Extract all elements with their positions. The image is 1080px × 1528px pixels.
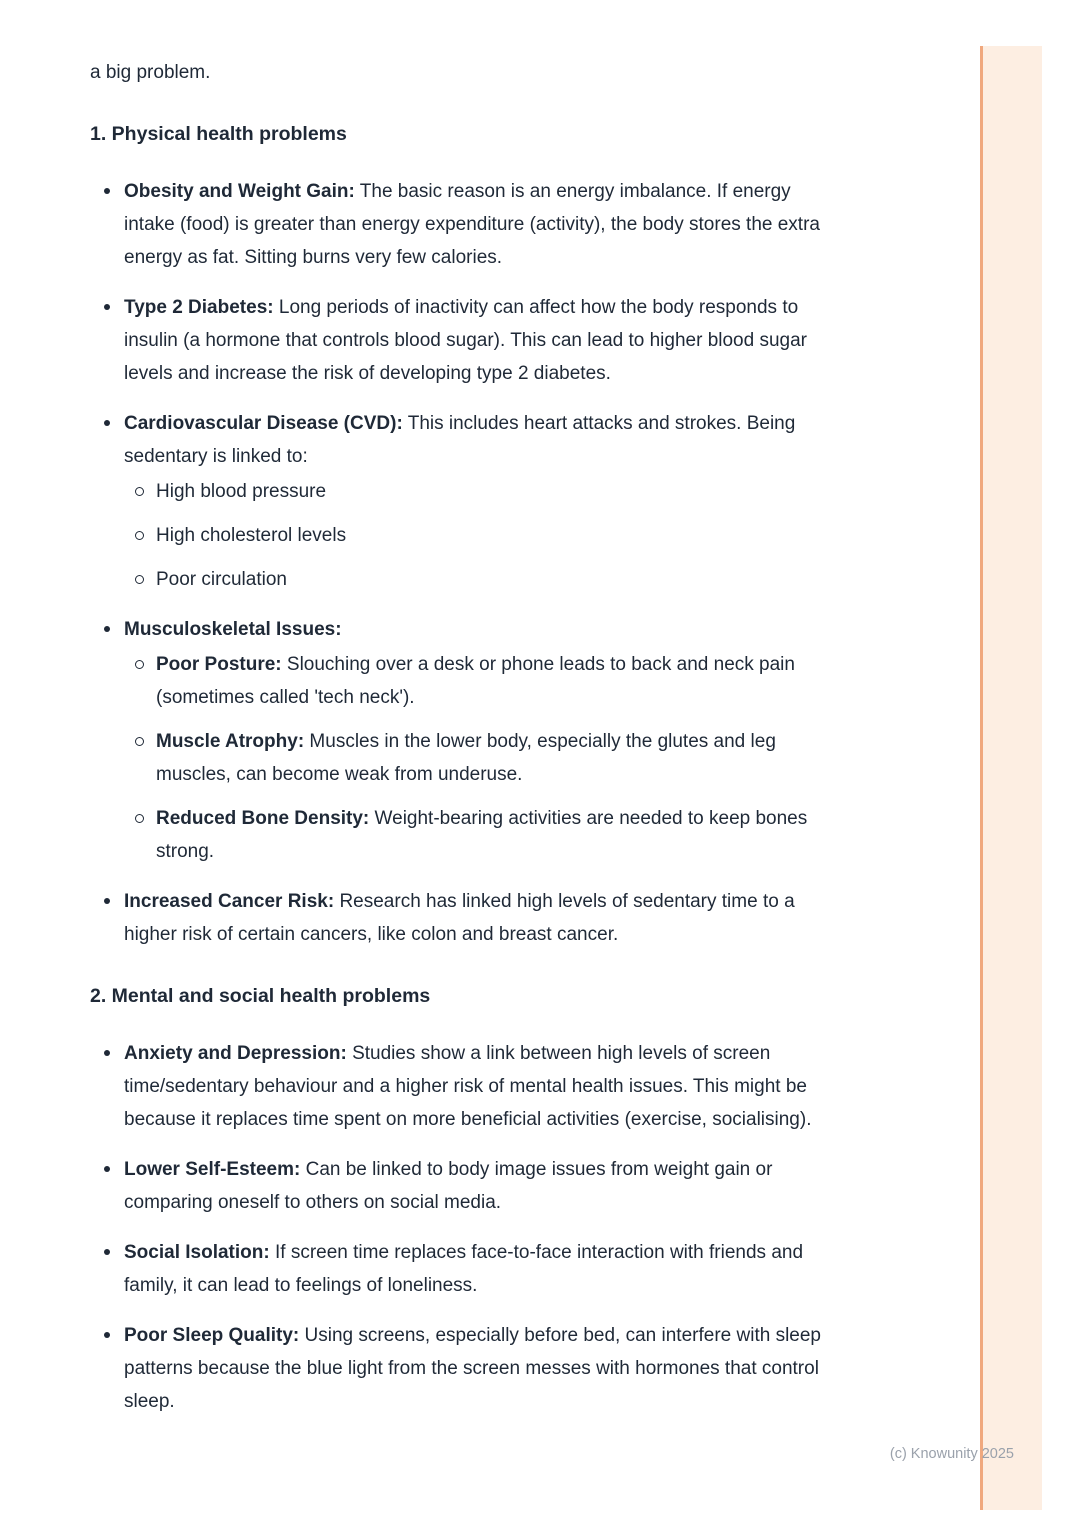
item-text: Using screens, especially before bed, can interfere with sleep patterns because the blue light from the screen messes with hormones that control sleep. [124, 1325, 821, 1412]
sub-item [124, 475, 826, 508]
item-label: Poor Sleep Quality: [124, 1325, 300, 1346]
sub-item-bone-density [124, 802, 826, 868]
list-item-obesity [90, 175, 826, 274]
copyright-note: (c) Knowunity 2025 [889, 1446, 1014, 1462]
item-text: Can be linked to body image issues from weight gain or comparing oneself to others on social media. [124, 1159, 773, 1213]
item-label: Type 2 Diabetes: [124, 297, 274, 318]
sub-item-label: Poor Posture: [156, 654, 282, 675]
sub-item-label: Reduced Bone Density: [156, 808, 370, 829]
document-content [90, 56, 826, 1435]
list-item-cvd [90, 407, 826, 596]
section-1-heading: 1. Physical health problems [90, 123, 347, 145]
cvd-sublist [124, 475, 826, 596]
item-label: Obesity and Weight Gain: [124, 181, 355, 202]
item-label: Anxiety and Depression: [124, 1043, 347, 1064]
sub-item [124, 519, 826, 552]
sub-item-text: Muscles in the lower body, especially the glutes and leg muscles, can become weak from underuse. [156, 731, 776, 785]
item-label: Social Isolation: [124, 1242, 270, 1263]
sub-item-text: High cholesterol levels [156, 525, 347, 546]
sub-item [124, 563, 826, 596]
list-item-anxiety-depression [90, 1037, 826, 1136]
item-text: If screen time replaces face-to-face interaction with friends and family, it can lead to feelings of loneliness. [124, 1242, 804, 1296]
list-item-social-isolation [90, 1236, 826, 1302]
sub-item-text: High blood pressure [156, 481, 327, 502]
sub-item-label: Muscle Atrophy: [156, 731, 305, 752]
item-text: Research has linked high levels of sedentary time to a higher risk of certain cancers, like colon and breast cancer. [124, 891, 795, 945]
list-item-diabetes [90, 291, 826, 390]
list-item-cancer-risk [90, 885, 826, 951]
list-item-musculoskeletal [90, 613, 826, 868]
sub-item-atrophy [124, 725, 826, 791]
sub-item-posture [124, 648, 826, 714]
item-text: This includes heart attacks and strokes. Being sedentary is linked to: [124, 413, 796, 467]
item-text: Studies show a link between high levels of screen time/sedentary behaviour and a higher risk of mental health issues. This might be because it replaces time spent on more beneficial activities (exercise, socialising). [124, 1043, 812, 1130]
page-edge-stripe [980, 46, 1042, 1510]
list-item-self-esteem [90, 1153, 826, 1219]
sub-item-text: Weight-bearing activities are needed to keep bones strong. [156, 808, 808, 862]
item-label: Cardiovascular Disease (CVD): [124, 413, 403, 434]
intro-text: a big problem. [90, 62, 211, 83]
section-1-list [90, 175, 826, 951]
item-label: Lower Self-Esteem: [124, 1159, 301, 1180]
item-label: Musculoskeletal Issues: [124, 619, 342, 640]
item-text: Long periods of inactivity can affect how the body responds to insulin (a hormone that controls blood sugar). This can lead to higher blood sugar levels and increase the risk of developing type 2 diabetes. [124, 297, 807, 384]
section-2-list [90, 1037, 826, 1418]
section-2-heading: 2. Mental and social health problems [90, 985, 431, 1007]
musculoskeletal-sublist [124, 648, 826, 868]
item-text: The basic reason is an energy imbalance. If energy intake (food) is greater than energy expenditure (activity), the body stores the extra energy as fat. Sitting burns very few calories. [124, 181, 820, 268]
item-label: Increased Cancer Risk: [124, 891, 335, 912]
sub-item-text: Poor circulation [156, 569, 287, 590]
sub-item-text: Slouching over a desk or phone leads to back and neck pain (sometimes called 'tech neck'). [156, 654, 795, 708]
list-item-sleep-quality [90, 1319, 826, 1418]
